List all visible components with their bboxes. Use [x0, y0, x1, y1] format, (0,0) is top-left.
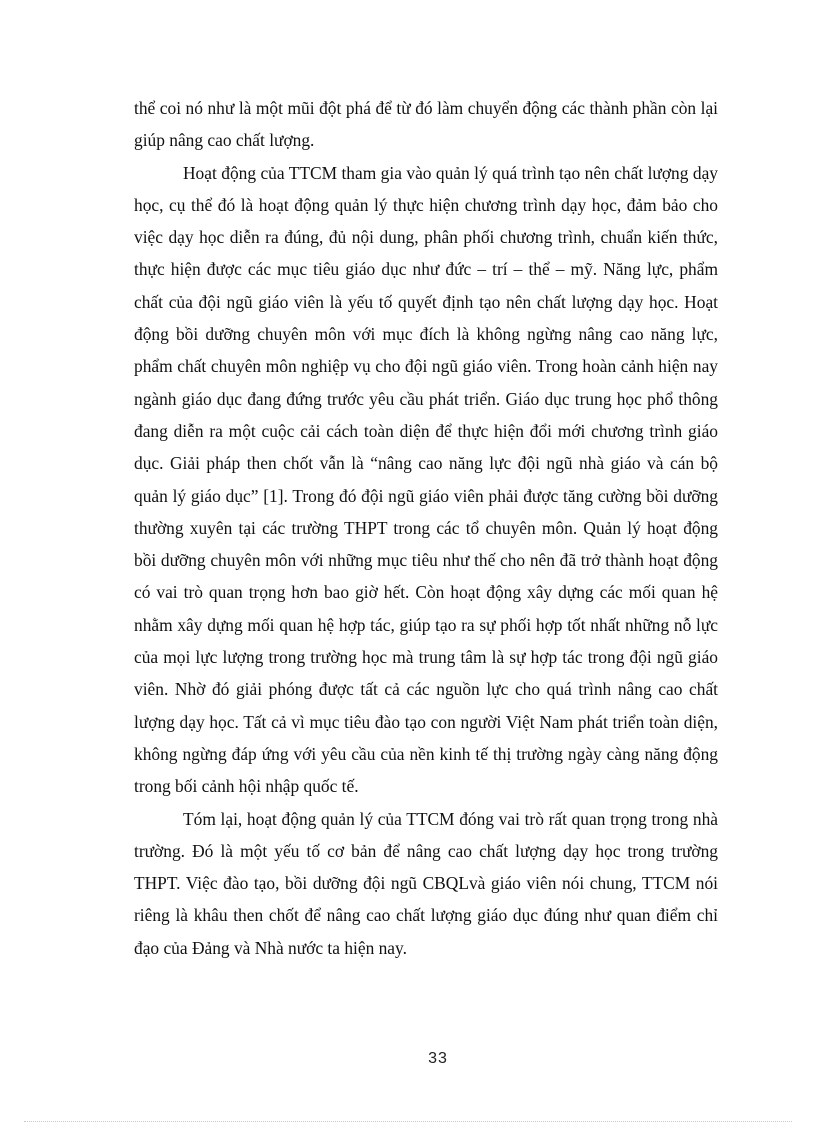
- body-text: [134, 92, 718, 964]
- paragraph-continuation: thể coi nó như là một mũi đột phá để từ đó làm chuyển động các thành phần còn lại giúp nâng cao chất lượng.: [134, 98, 718, 151]
- paragraph-ttcm-activities: Hoạt động của TTCM tham gia vào quản lý quá trình tạo nên chất lượng dạy học, cụ thể đó là hoạt động quản lý thực hiện chương trình dạy học, đảm bảo cho việc dạy học diễn ra đúng, đủ nội dung, phân phối chương trình, chuẩn kiến thức, thực hiện được các mục tiêu giáo dục như đức – trí – thể – mỹ. Năng lực, phẩm chất của đội ngũ giáo viên là yếu tố quyết định tạo nên chất lượng dạy học. Hoạt động bồi dưỡng chuyên môn với mục đích là không ngừng nâng cao năng lực, phẩm chất chuyên môn nghiệp vụ cho đội ngũ giáo viên. Trong hoàn cảnh hiện nay ngành giáo dục đang đứng trước yêu cầu phát triển. Giáo dục trung học phổ thông đang diễn ra một cuộc cải cách toàn diện để thực hiện đổi mới chương trình giáo dục. Giải pháp then chốt vẫn là “nâng cao năng lực đội ngũ nhà giáo và cán bộ quản lý giáo dục” [1]. Trong đó đội ngũ giáo viên phải được tăng cường bồi dưỡng thường xuyên tại các trường THPT trong các tổ chuyên môn. Quản lý hoạt động bồi dưỡng chuyên môn với những mục tiêu như thế cho nên đã trở thành hoạt động có vai trò quan trọng hơn bao giờ hết. Còn hoạt động xây dựng các mối quan hệ nhằm xây dựng mối quan hệ hợp tác, giúp tạo ra sự phối hợp tốt nhất những nỗ lực của mọi lực lượng trong trường học mà trung tâm là sự hợp tác trong đội ngũ giáo viên. Nhờ đó giải phóng được tất cả các nguồn lực cho quá trình nâng cao chất lượng dạy học. Tất cả vì mục tiêu đào tạo con người Việt Nam phát triển toàn diện, không ngừng đáp ứng với yêu cầu của nền kinh tế thị trường ngày càng năng động trong bối cảnh hội nhập quốc tế.: [134, 162, 718, 797]
- footer-divider: [24, 1121, 792, 1122]
- page-number: 33: [428, 1050, 448, 1067]
- paragraph-conclusion: Tóm lại, hoạt động quản lý của TTCM đóng vai trò rất quan trọng trong nhà trường. Đó là một yếu tố cơ bản để nâng cao chất lượng dạy học trong trường THPT. Việc đào tạo, bồi dưỡng đội ngũ CBQLvà giáo viên nói chung, TTCM nói riêng là khâu then chốt để nâng cao chất lượng giáo dục đúng như quan điểm chỉ đạo của Đảng và Nhà nước ta hiện nay.: [134, 808, 718, 958]
